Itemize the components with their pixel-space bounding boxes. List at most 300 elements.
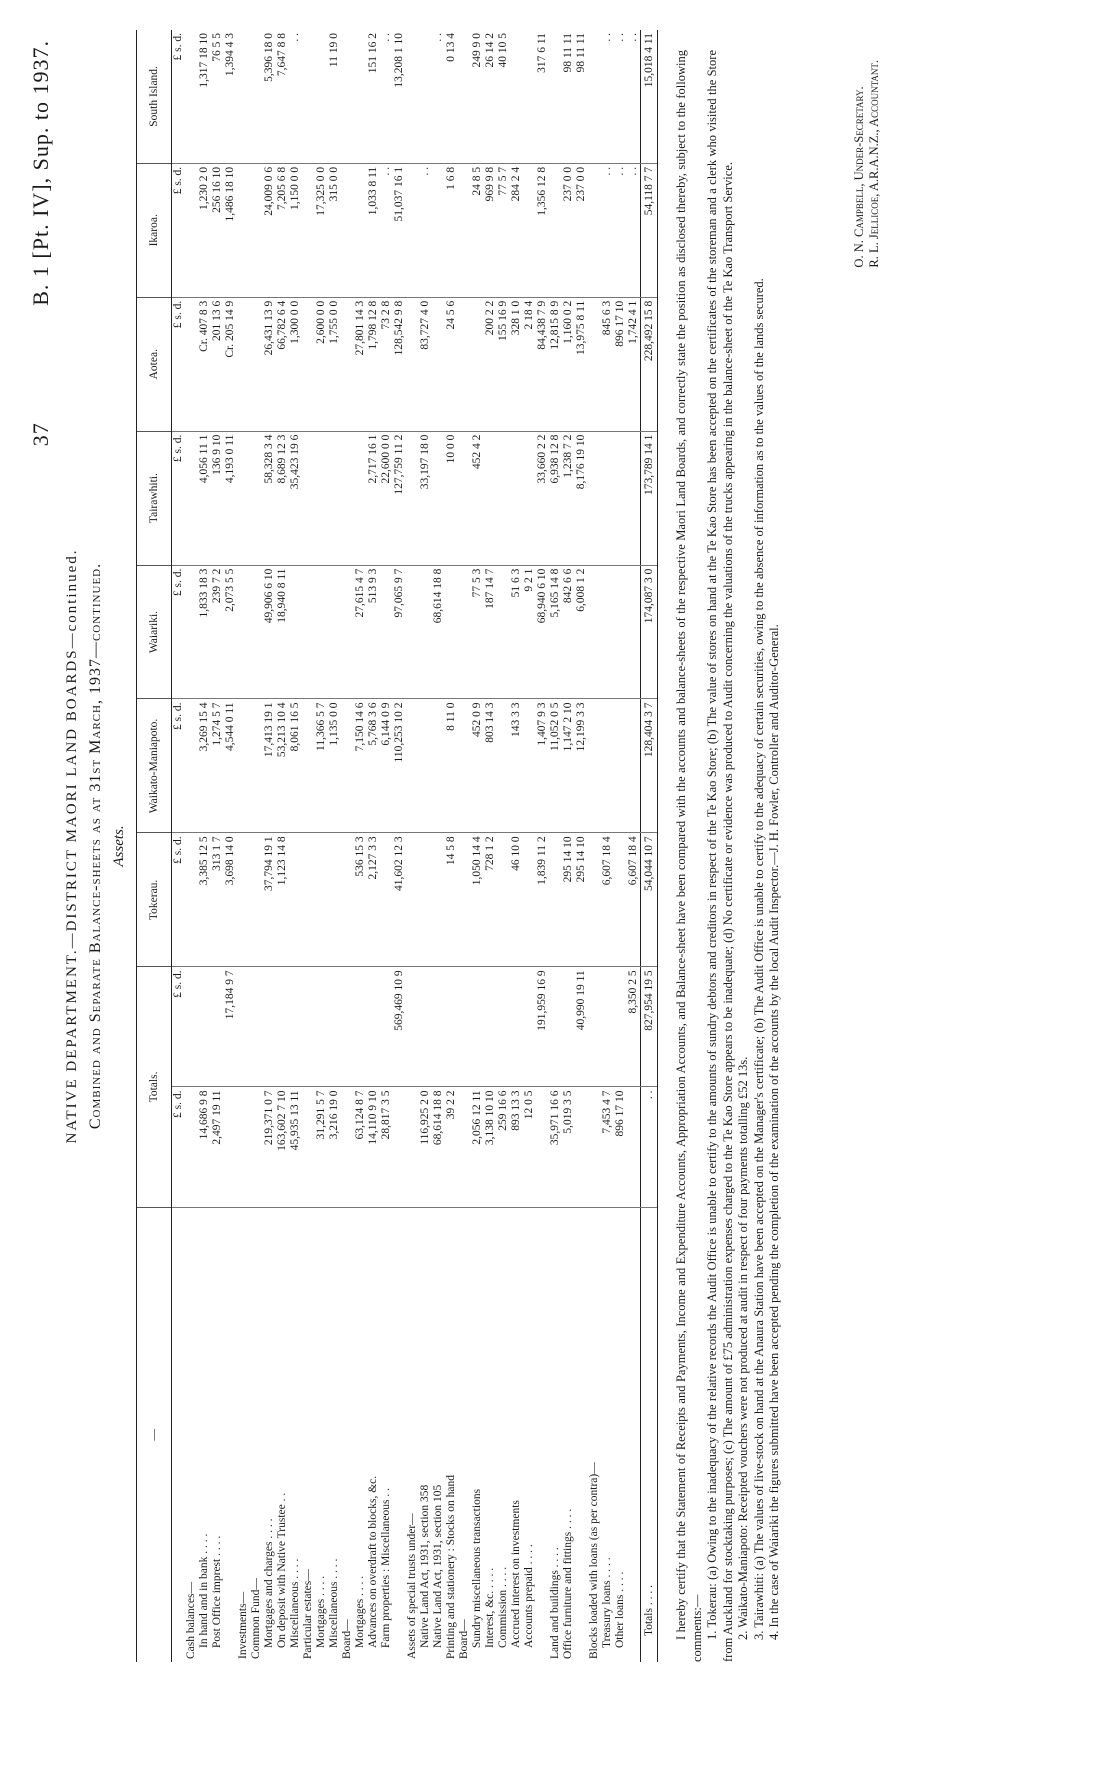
board-cell: 295 14 10 [562, 833, 575, 967]
totals-detail-cell: 893 13 3 [510, 1087, 523, 1207]
board-cell: 1,317 18 10 [198, 30, 211, 163]
totals-sum-cell: 569,469 10 9 [393, 967, 406, 1087]
board-cell: 127,759 11 2 [393, 431, 406, 565]
unit-cell: £ s. d. [172, 565, 186, 699]
board-cell: 26,431 13 9 [263, 297, 276, 431]
board-cell: . . [380, 163, 393, 297]
series-ref: B. 1 [Pt. IV], Sup. to 1937. [28, 40, 53, 306]
subtotal-row [224, 30, 237, 1662]
row-label: Office furniture and fittings . . . . [562, 1508, 574, 1659]
board-cell: 77 5 7 [497, 163, 510, 297]
totals-sum-cell [315, 967, 328, 1087]
table-row [237, 30, 250, 1662]
board-cell: 9 2 1 [523, 565, 536, 699]
board-cell [185, 163, 198, 297]
board-cell: 76 5 5 [211, 30, 224, 163]
board-cell [497, 833, 510, 967]
row-label [393, 1207, 406, 1662]
board-cell [419, 699, 432, 833]
board-cell: 12,815 8 9 [549, 297, 562, 431]
totals-detail-cell [250, 1087, 263, 1207]
totals-cell: . . [641, 1087, 658, 1207]
board-cell: . . [601, 163, 614, 297]
board-cell [289, 565, 302, 699]
board-cell [471, 297, 484, 431]
board-cell [419, 833, 432, 967]
department-title: NATIVE DEPARTMENT.—DISTRICT MAORI LAND BOARDS—continued. [64, 548, 80, 1144]
board-cell [341, 833, 354, 967]
totals-sum-cell: 191,959 16 9 [536, 967, 549, 1087]
board-cell: 41,602 12 3 [393, 833, 406, 967]
totals-cell: 54,118 7 7 [641, 163, 658, 297]
board-cell: 26 14 2 [484, 30, 497, 163]
board-cell: 27,801 14 3 [354, 297, 367, 431]
units-row [172, 30, 186, 1662]
board-cell: 40 10 5 [497, 30, 510, 163]
board-cell: 128,542 9 8 [393, 297, 406, 431]
table-row [588, 30, 601, 1662]
board-cell: 1,147 2 10 [562, 699, 575, 833]
board-cell [250, 565, 263, 699]
table-row [211, 30, 224, 1662]
board-cell [445, 565, 458, 699]
row-label [536, 1207, 549, 1662]
board-cell: 4,544 0 11 [224, 699, 237, 833]
board-cell [354, 163, 367, 297]
board-cell [185, 431, 198, 565]
board-cell: 239 7 2 [211, 565, 224, 699]
row-label: Mortgages . . . . [354, 1575, 366, 1648]
board-cell: 1,238 7 2 [562, 431, 575, 565]
board-cell [458, 431, 471, 565]
board-cell [406, 30, 419, 163]
totals-sum-cell: 17,184 9 7 [224, 967, 237, 1087]
row-label: Particular estates— [302, 1569, 314, 1659]
totals-sum-cell [198, 967, 211, 1087]
board-cell [588, 565, 601, 699]
board-cell: 151 16 2 [367, 30, 380, 163]
col-header: South Island. [137, 30, 172, 163]
board-cell: . . [601, 30, 614, 163]
board-cell [341, 565, 354, 699]
row-label: Post Office imprest . . . . [211, 1535, 223, 1648]
board-cell: 8 11 0 [445, 699, 458, 833]
board-cell [328, 565, 341, 699]
table-row [614, 30, 627, 1662]
board-cell [510, 431, 523, 565]
board-cell [237, 565, 250, 699]
table-row [263, 30, 276, 1662]
board-cell [458, 565, 471, 699]
totals-sum-cell [328, 967, 341, 1087]
table-row [523, 30, 536, 1662]
totals-sum-cell [523, 967, 536, 1087]
board-cell: 51 6 3 [510, 565, 523, 699]
col-header: Aotea. [137, 297, 172, 431]
board-cell: 452 0 9 [471, 699, 484, 833]
board-cell: 27,615 4 7 [354, 565, 367, 699]
board-cell: 8,176 19 10 [575, 431, 588, 565]
totals-detail-cell [588, 1087, 601, 1207]
board-cell [302, 163, 315, 297]
totals-detail-cell: 2,056 12 11 [471, 1087, 484, 1207]
board-cell [315, 431, 328, 565]
totals-sum-cell [263, 967, 276, 1087]
board-cell [523, 163, 536, 297]
board-cell: 11 19 0 [328, 30, 341, 163]
board-cell: 3,698 14 0 [224, 833, 237, 967]
board-cell: . . [380, 30, 393, 163]
board-cell: 803 14 3 [484, 699, 497, 833]
board-cell [237, 297, 250, 431]
totals-detail-cell: 5,019 3 5 [562, 1087, 575, 1207]
table-row [497, 30, 510, 1662]
board-cell: 317 6 11 [536, 30, 549, 163]
board-cell [497, 699, 510, 833]
totals-detail-cell: 35,971 16 6 [549, 1087, 562, 1207]
note-paragraph: I hereby certify that the Statement of Receipts and Payments, Income and Expenditure Accounts, Appropriation Accounts, and Balance-sheet have been compared with the accounts and balance-sheets of the respective Maori Land Boards, and correctly state the position as disclosed thereby, subject to the following comments:— [674, 50, 704, 1662]
table-row [432, 30, 445, 1662]
board-cell: 284 2 4 [510, 163, 523, 297]
page-number: 37 [28, 422, 53, 447]
board-cell: 11,366 5 7 [315, 699, 328, 833]
unit-cell: £ s. d. [172, 833, 186, 967]
totals-cell: 15,018 4 11 [641, 30, 658, 163]
table-row [458, 30, 471, 1662]
board-cell [406, 699, 419, 833]
totals-detail-cell [302, 1087, 315, 1207]
board-cell: 728 1 2 [484, 833, 497, 967]
table-row [419, 30, 432, 1662]
totals-cell: 827,954 19 5 [641, 967, 658, 1087]
row-label: Mortgages and charges . . . . [263, 1518, 275, 1648]
board-cell [523, 699, 536, 833]
board-cell [341, 297, 354, 431]
totals-detail-cell: 45,935 13 11 [289, 1087, 302, 1207]
totals-detail-cell: 7,453 4 7 [601, 1087, 614, 1207]
totals-sum-cell [601, 967, 614, 1087]
unit-cell: £ s. d. [172, 699, 186, 833]
board-cell: 1,150 0 0 [289, 163, 302, 297]
board-cell: 1,135 0 0 [328, 699, 341, 833]
totals-detail-cell: 163,602 7 10 [276, 1087, 289, 1207]
totals-sum-cell [367, 967, 380, 1087]
note-paragraph: 1. Tokerau: (a) Owing to the inadequacy of the relative records the Audit Office is unable to certify to the amounts of sundry debtors and creditors in respect of the Te Kao Store; (b) The value of stores on hand at the Te Kao Store has been accepted on the certificates of the storeman and a clerk who visited the Store from Auckland for stocktaking purposes; (c) The amount of £75 administration expenses charged to the Te Kao Store appears to be inadequate; (d) No certificate or evidence was produced to Audit concerning the valuations of the trucks appearing in the balance-sheet of the Te Kao Transport Service. [705, 50, 735, 1662]
board-cell [549, 30, 562, 163]
board-cell: 7,205 6 8 [276, 163, 289, 297]
col-header: — [137, 1207, 172, 1662]
board-cell [341, 163, 354, 297]
note-paragraph: 3. Tairawhiti: (a) The values of live-stock on hand at the Anaura Station have been accepted on the Manager's certificate; (b) The Audit Office is unable to certify to the adequacy of certain securities, owing to the absence of information as to the values of the lands secured. [751, 278, 766, 1640]
board-cell: 66,782 6 4 [276, 297, 289, 431]
totals-sum-cell [484, 967, 497, 1087]
board-cell: 13,975 8 11 [575, 297, 588, 431]
board-cell [250, 833, 263, 967]
board-cell [497, 565, 510, 699]
balance-sheet-subtitle: Combined and Separate Balance-sheets as at 31st March, 1937—continued. [87, 562, 104, 1130]
table-row [302, 30, 315, 1662]
signatures [852, 60, 882, 268]
board-cell: 1,394 4 3 [224, 30, 237, 163]
totals-sum-cell [250, 967, 263, 1087]
board-cell [302, 565, 315, 699]
board-cell: 6,008 1 2 [575, 565, 588, 699]
row-label: Investments— [237, 1591, 249, 1659]
board-cell: 1 6 8 [445, 163, 458, 297]
row-label: Cash balances— [185, 1582, 197, 1659]
board-cell [380, 565, 393, 699]
totals-sum-cell [185, 967, 198, 1087]
board-cell [523, 431, 536, 565]
board-cell: 14 5 8 [445, 833, 458, 967]
totals-detail-cell: 116,925 2 0 [419, 1087, 432, 1207]
board-cell [614, 431, 627, 565]
board-cell: Cr. 205 14 9 [224, 297, 237, 431]
board-cell [458, 163, 471, 297]
board-cell [419, 565, 432, 699]
row-label: Treasury loans . . . . [601, 1557, 613, 1648]
totals-detail-cell [627, 1087, 641, 1207]
board-cell [289, 833, 302, 967]
totals-sum-cell [614, 967, 627, 1087]
board-cell: 187 14 7 [484, 565, 497, 699]
table-row [445, 30, 458, 1662]
col-header: Ikaroa. [137, 163, 172, 297]
board-cell [406, 431, 419, 565]
table-row [562, 30, 575, 1662]
row-label: Miscellaneous . . . . [328, 1558, 340, 1648]
col-header: Tokerau. [137, 833, 172, 967]
board-cell [250, 699, 263, 833]
row-label: Other loans . . . . [614, 1571, 626, 1648]
subtotal-row [536, 30, 549, 1662]
table-row [484, 30, 497, 1662]
board-cell: 24 5 6 [445, 297, 458, 431]
totals-cell: 228,492 15 8 [641, 297, 658, 431]
board-cell [458, 30, 471, 163]
board-cell [315, 30, 328, 163]
board-cell [341, 699, 354, 833]
board-cell [302, 30, 315, 163]
board-cell [484, 431, 497, 565]
board-cell: 452 4 2 [471, 431, 484, 565]
row-label: Printing and stationery : Stocks on hand [445, 1475, 457, 1659]
table-row [510, 30, 523, 1662]
board-cell: 6,607 18 4 [627, 833, 641, 967]
board-cell: 4,056 11 1 [198, 431, 211, 565]
board-cell: . . [614, 163, 627, 297]
table-row [289, 30, 302, 1662]
note-paragraph: 4. In the case of Waiariki the figures submitted have been accepted pending the completion of the examination of the accounts by the local Audit Inspector.—J. H. Fowler, Controller and Auditor-General. [767, 624, 781, 1640]
board-cell: 24 8 5 [471, 163, 484, 297]
board-cell: 12,199 3 3 [575, 699, 588, 833]
totals-sum-cell [458, 967, 471, 1087]
totals-detail-cell: 68,614 18 8 [432, 1087, 445, 1207]
subtotal-row [627, 30, 641, 1662]
totals-detail-cell [458, 1087, 471, 1207]
totals-detail-cell: 14,110 9 10 [367, 1087, 380, 1207]
board-cell [237, 833, 250, 967]
board-cell: 17,325 0 0 [315, 163, 328, 297]
header [18, 30, 136, 1662]
board-cell [302, 833, 315, 967]
board-cell [549, 833, 562, 967]
board-cell: 17,413 19 1 [263, 699, 276, 833]
totals-detail-cell: 28,817 3 5 [380, 1087, 393, 1207]
board-cell [588, 431, 601, 565]
totals-detail-cell: 219,371 0 7 [263, 1087, 276, 1207]
board-cell: 513 9 3 [367, 565, 380, 699]
row-label: Blocks loaded with loans (as per contra)— [588, 1462, 600, 1659]
board-cell [588, 30, 601, 163]
board-cell [185, 30, 198, 163]
board-cell [302, 431, 315, 565]
board-cell [588, 297, 601, 431]
row-label: Common Fund— [250, 1578, 262, 1659]
board-cell [588, 699, 601, 833]
unit-cell: £ s. d. [172, 163, 186, 297]
board-cell: 969 9 8 [484, 163, 497, 297]
table-row [315, 30, 328, 1662]
board-cell [497, 431, 510, 565]
board-cell [250, 297, 263, 431]
board-cell: . . [432, 30, 445, 163]
unit-cell: £ s. d. [172, 431, 186, 565]
board-cell [601, 565, 614, 699]
signature-under-secretary: O. N. Campbell, Under-Secretary. [852, 86, 866, 268]
board-cell: 11,052 0 5 [549, 699, 562, 833]
note-paragraph: 2. Waikato-Maniapoto: Receipted vouchers were not produced at audit in respect of four payments totalling £52 13s. [736, 1056, 750, 1640]
board-cell: 24,009 0 6 [263, 163, 276, 297]
board-cell: 2,127 3 3 [367, 833, 380, 967]
totals-row [641, 30, 658, 1662]
board-cell: . . [627, 163, 641, 297]
table-row [185, 30, 198, 1662]
board-cell [406, 297, 419, 431]
board-cell: 1,050 14 4 [471, 833, 484, 967]
board-cell: 35,423 19 6 [289, 431, 302, 565]
board-cell [614, 565, 627, 699]
board-cell: 2,600 0 0 [315, 297, 328, 431]
row-label: Native Land Act, 1931, section 358 [419, 1484, 431, 1648]
board-cell: 97,065 9 7 [393, 565, 406, 699]
subtotal-row [575, 30, 588, 1662]
row-label: In hand and in bank . . . . [198, 1533, 210, 1648]
board-cell: 53,213 10 4 [276, 699, 289, 833]
board-cell [302, 699, 315, 833]
totals-sum-cell: 8,350 2 5 [627, 967, 641, 1087]
board-cell: 2,073 5 5 [224, 565, 237, 699]
row-label: Land and buildings . . . . [549, 1547, 561, 1659]
board-cell [432, 833, 445, 967]
totals-sum-cell [497, 967, 510, 1087]
row-label [224, 1207, 237, 1662]
col-header: Tairawhiti. [137, 431, 172, 565]
board-cell: 33,660 2 2 [536, 431, 549, 565]
board-cell: . . [614, 30, 627, 163]
board-cell [406, 565, 419, 699]
board-cell: 8,061 16 5 [289, 699, 302, 833]
col-header: Waiariki. [137, 565, 172, 699]
signature-accountant: R. L. Jellicoe, A.R.A.N.Z., Accountant. [867, 60, 881, 268]
row-label: Miscellaneous . . . . [289, 1558, 301, 1648]
board-cell [458, 297, 471, 431]
totals-detail-cell [536, 1087, 549, 1207]
totals-sum-cell [380, 967, 393, 1087]
board-cell [432, 431, 445, 565]
totals-sum-cell [354, 967, 367, 1087]
board-cell: 2 18 4 [523, 297, 536, 431]
board-cell: 110,253 10 2 [393, 699, 406, 833]
board-cell [406, 163, 419, 297]
totals-detail-cell: 14,686 9 8 [198, 1087, 211, 1207]
totals-sum-cell [549, 967, 562, 1087]
totals-sum-cell [341, 967, 354, 1087]
board-cell [549, 163, 562, 297]
page-reference [28, 40, 54, 446]
board-cell: 1,407 9 3 [536, 699, 549, 833]
board-cell [341, 30, 354, 163]
board-cell: 536 15 3 [354, 833, 367, 967]
board-cell: 6,144 0 9 [380, 699, 393, 833]
board-cell: 83,727 4 0 [419, 297, 432, 431]
board-cell [354, 431, 367, 565]
totals-detail-cell: 259 16 6 [497, 1087, 510, 1207]
board-cell: 1,839 11 2 [536, 833, 549, 967]
board-cell: 1,486 18 10 [224, 163, 237, 297]
table-row [406, 30, 419, 1662]
board-cell: 49,906 6 10 [263, 565, 276, 699]
board-cell [237, 163, 250, 297]
table-row [341, 30, 354, 1662]
board-cell: 5,396 18 0 [263, 30, 276, 163]
board-cell: 68,614 18 8 [432, 565, 445, 699]
board-cell: 237 0 0 [575, 163, 588, 297]
unit-cell: £ s. d. [172, 30, 186, 163]
board-cell [601, 699, 614, 833]
board-cell: 5,768 3 6 [367, 699, 380, 833]
board-cell: 1,833 18 3 [198, 565, 211, 699]
board-cell [419, 30, 432, 163]
section-heading: Assets. [111, 825, 127, 867]
row-label: Accounts prepaid . . . . [523, 1544, 535, 1648]
board-cell: 237 0 0 [562, 163, 575, 297]
board-cell [237, 30, 250, 163]
row-label: Native Land Act, 1931, section 105 [432, 1484, 444, 1648]
board-cell [614, 833, 627, 967]
totals-cell: 54,044 10 7 [641, 833, 658, 967]
table-row [198, 30, 211, 1662]
board-cell: 37,794 19 1 [263, 833, 276, 967]
board-cell: 249 9 0 [471, 30, 484, 163]
board-cell [237, 431, 250, 565]
totals-sum-cell [588, 967, 601, 1087]
board-cell: 6,938 12 8 [549, 431, 562, 565]
totals-sum-cell [445, 967, 458, 1087]
board-cell [458, 699, 471, 833]
board-cell: 2,717 16 1 [367, 431, 380, 565]
audit-notes [674, 30, 783, 1662]
board-cell: 842 6 6 [562, 565, 575, 699]
totals-label: Totals . . . . [641, 1207, 658, 1662]
board-cell: 845 6 3 [601, 297, 614, 431]
board-cell: Cr. 407 8 3 [198, 297, 211, 431]
table-row [380, 30, 393, 1662]
board-cell [185, 297, 198, 431]
board-cell [237, 699, 250, 833]
totals-sum-cell [276, 967, 289, 1087]
totals-sum-cell [237, 967, 250, 1087]
